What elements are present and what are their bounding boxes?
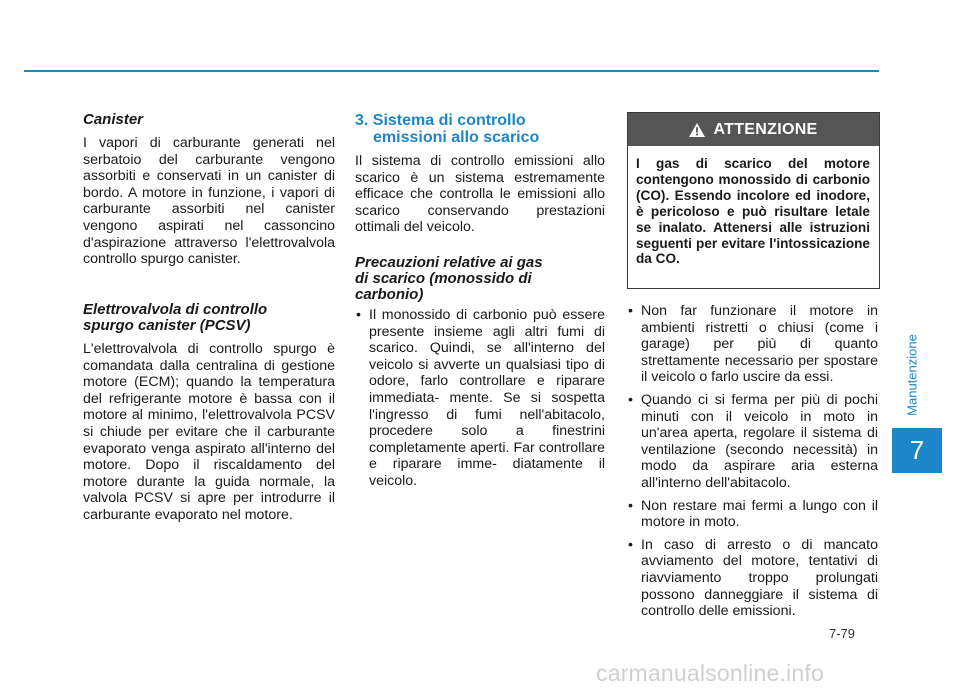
chapter-number-tab	[892, 428, 942, 473]
safety-bullet-item: • In caso di arresto o di mancato avviamento del motore, tentativi di riavviamento troppo prolungati possono danneggiare il sistema di controllo delle emissioni.	[627, 537, 878, 620]
pcsv-heading-line2: spurgo canister (PCSV)	[83, 317, 251, 334]
co-bullet-item: • Il monossido di carbonio può essere presente insieme agli altri fumi di scarico. Quindi, se all'interno del veicolo si avverte un qualsiasi tipo di odore, farlo controllare e riparare immediata- mente. Se si sospetta l'ingresso di fumi nell'abitacolo, procedere solo a finestrini completamente aperti. Far controllare e riparare imme- diatamente il veicolo.	[355, 307, 605, 490]
warning-box	[627, 112, 880, 289]
emission-intro-paragraph: Il sistema di controllo emissioni allo scarico è un sistema estremamente efficace che controlla le emissioni allo scarico conservando prestazioni ottimali del veicolo.	[355, 153, 605, 236]
chapter-number: 7	[909, 435, 925, 465]
warning-body: I gas di scarico del motore contengono monossido di carbonio (CO). Essendo incolore ed inodore, è pericoloso e può risultare letale se inalato. Attenersi alle istruzioni seguenti per evitare l'intossicazione da CO.	[636, 156, 870, 267]
warning-title: ATTENZIONE	[713, 120, 818, 138]
co-bullet-list	[355, 307, 605, 490]
safety-bullet-item: • Quando ci si ferma per più di pochi minuti con il veicolo in moto in un'area aperta, regolare il sistema di ventilazione (secondo necessità) in modo da aspirare aria esterna all'interno dell'abitacolo.	[627, 392, 878, 492]
safety-bullet-list	[627, 303, 878, 620]
pcsv-heading-line1: Elettrovalvola di controllo	[83, 301, 268, 318]
top-rule	[24, 70, 879, 72]
section-heading	[355, 112, 605, 146]
co-heading-line3: carbonio)	[355, 286, 424, 303]
pcsv-paragraph: L'elettrovalvola di controllo spurgo è comandata dalla centralina di gestione motore (ECM); quando la temperatura del refrigerante motore è bassa con il motore al minimo, l'elettrovalvola PCSV si chiude per evitare che il carburante evaporato venga aspirato all'interno del motore. Dopo il riscaldamento del motore durante la guida normale, la valvola PCSV si apre per introdurre il carburante evaporato nel motore.	[83, 341, 335, 523]
co-heading-line1: Precauzioni relative ai gas	[355, 254, 543, 271]
warning-header	[628, 113, 879, 146]
page-number: 7-79	[829, 626, 856, 641]
co-heading-line2: di scarico (monossido di	[355, 270, 532, 287]
warning-triangle-icon	[689, 123, 705, 137]
watermark: carmanualsonline.info	[596, 660, 824, 686]
pcsv-heading	[83, 302, 335, 334]
co-precautions-heading	[355, 255, 605, 303]
canister-paragraph: I vapori di carburante generati nel serbatoio del carburante vengono assorbiti e conservati in un canister di bordo. A motore in funzione, i vapori di carburante assorbiti nel canister vengono aspirati nel cassoncino d'aspirazione attraverso l'elettrovalvola controllo spurgo canister.	[83, 135, 335, 268]
section-heading-line1: 3. Sistema di controllo	[355, 112, 526, 129]
safety-bullet-item: • Non restare mai fermi a lungo con il motore in moto.	[627, 498, 878, 531]
side-section-text: Manutenzione	[904, 334, 920, 416]
side-section-label	[904, 330, 920, 420]
canister-heading: Canister	[83, 111, 144, 128]
safety-bullet-item: • Non far funzionare il motore in ambienti ristretti o chiusi (come i garage) per più di quanto strettamente necessario per spostare il veicolo o farlo uscire da essi.	[627, 303, 878, 386]
section-heading-line2: emissioni allo scarico	[373, 129, 540, 146]
